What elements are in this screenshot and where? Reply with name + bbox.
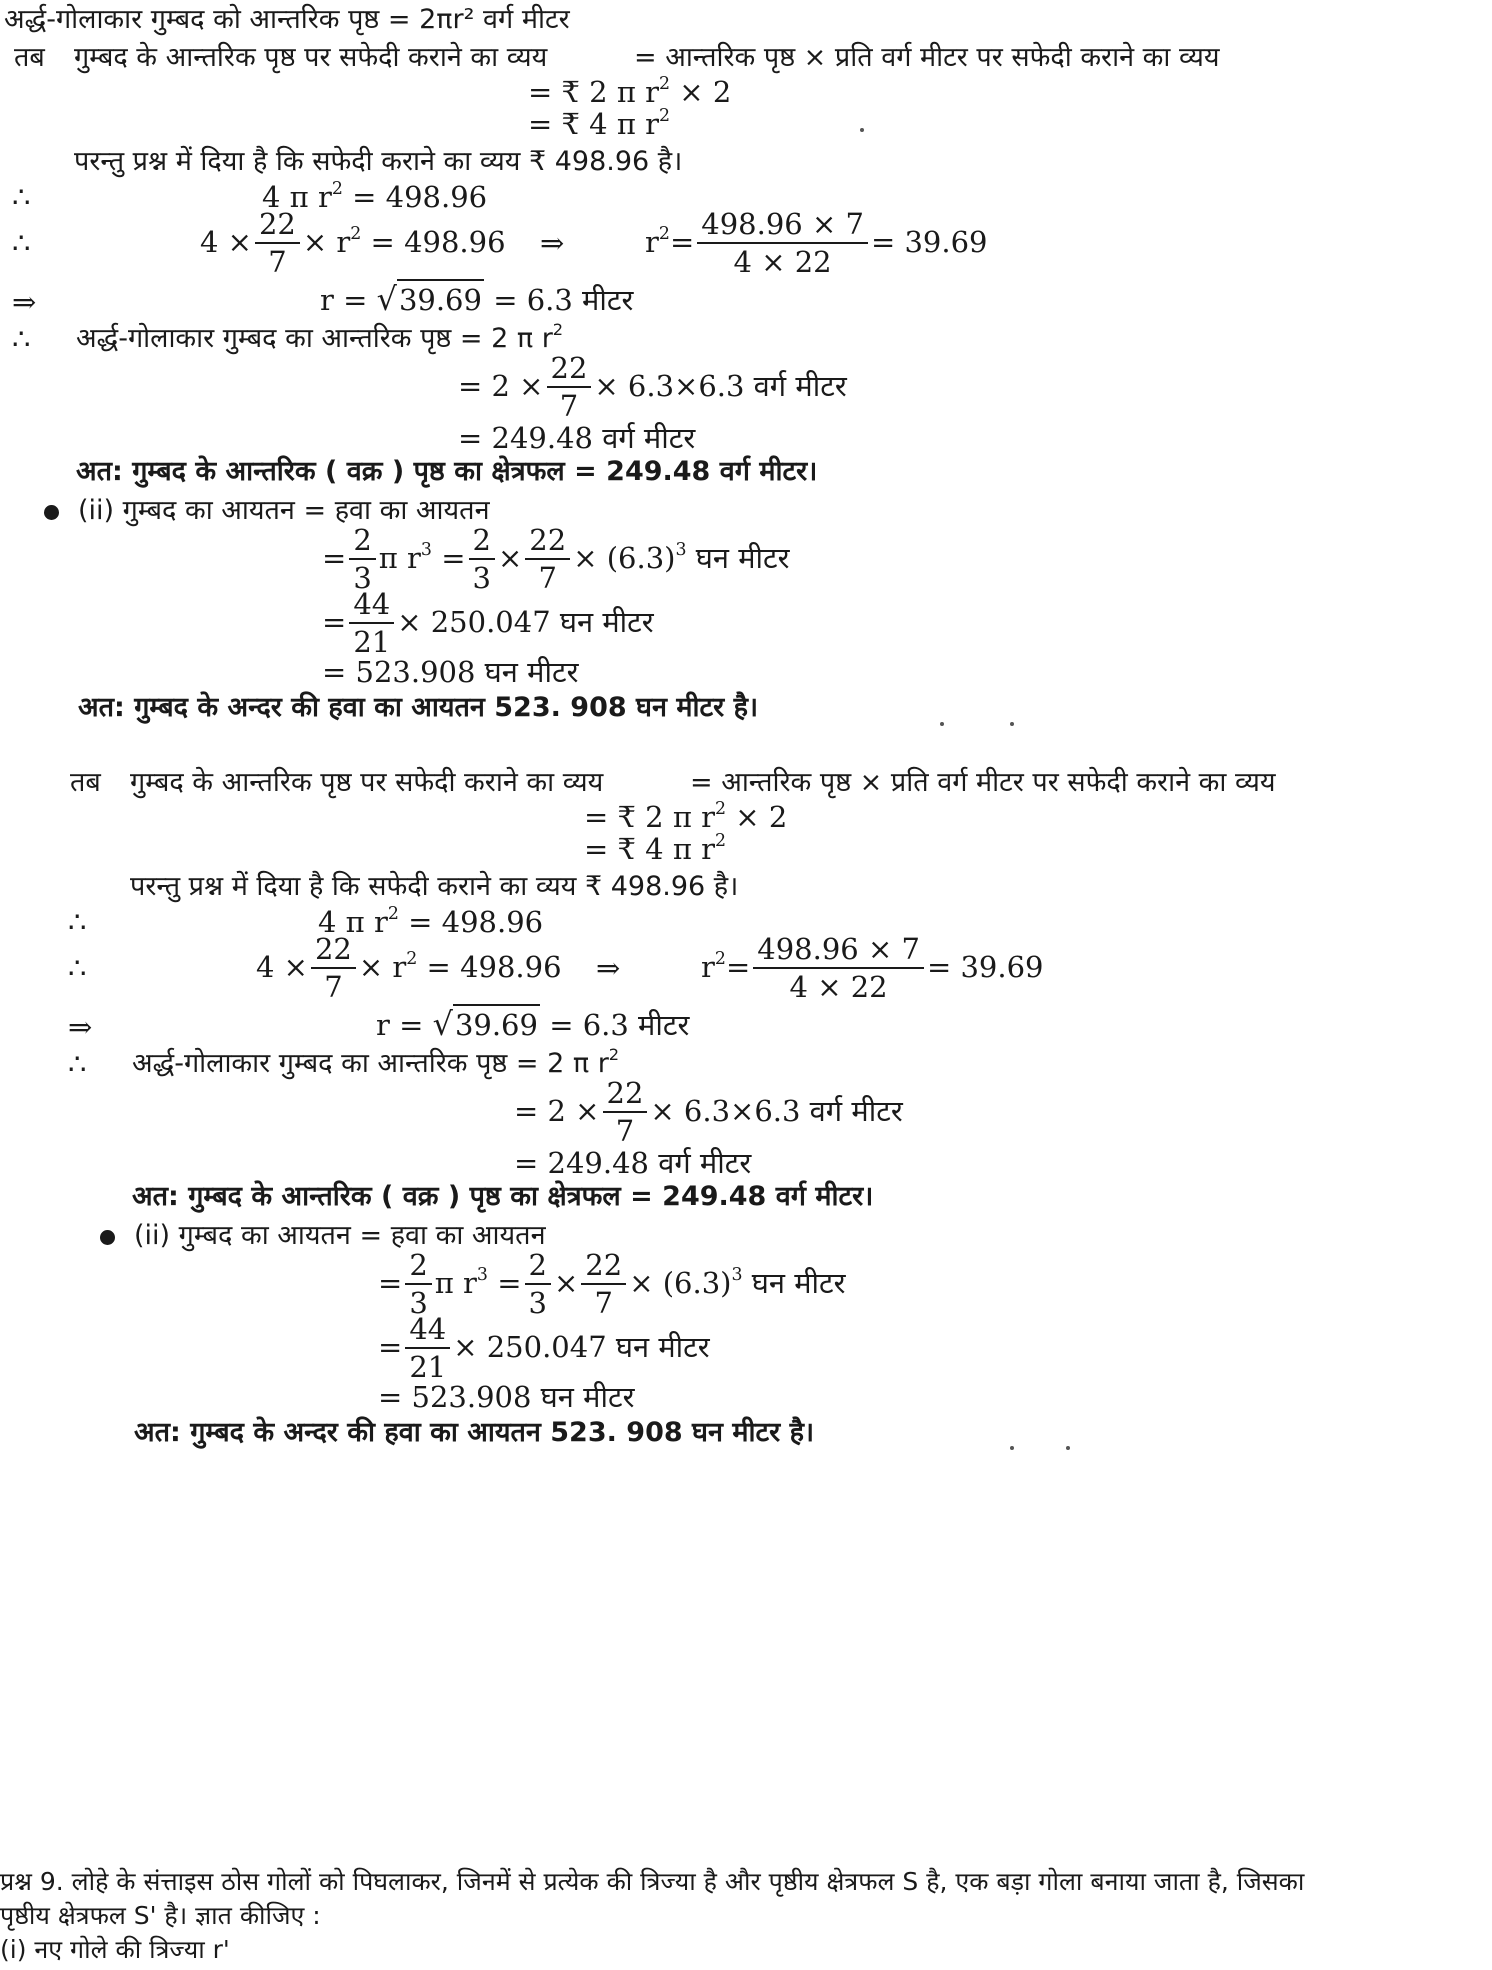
solution-block-1 — [0, 0, 1492, 723]
scan-mark — [1010, 722, 1014, 726]
tab-word: तब — [14, 42, 45, 73]
therefore-symbol: ∴ — [68, 1047, 87, 1081]
question-line-1: प्रश्न 9. लोहे के संत्ताइस ठोस गोलों को पिघलाकर, जिनमें से प्रत्येक की त्रिज्या है और पृष्ठीय क्षेत्रफल S है, एक बड़ा गोला बनाया जाता है, जिसका — [0, 1867, 1305, 1896]
eq-cost-2: = ₹ 4 π $r^2$ — [584, 830, 727, 866]
given-statement: परन्तु प्रश्न में दिया है कि सफेदी कराने का व्यय ₹ 498.96 है। — [130, 871, 739, 902]
eq-b: 4 × $\frac{22}{7}$ × $r^2 = 498.96$ — [256, 932, 562, 1005]
cost-left: गुम्बद के आन्तरिक पृष्ठ पर सफेदी कराने का व्यय — [74, 42, 548, 73]
part-ii: (ii) गुम्बद का आयतन = हवा का आयतन — [78, 495, 490, 526]
surf-1: = 2 × $\frac{22}{7}$ × 6.3×6.3 वर्ग मीटर — [514, 1076, 903, 1149]
implies-symbol: ⇒ — [12, 285, 37, 319]
vol-3: = 523.908 घन मीटर — [322, 655, 579, 689]
cost-left: गुम्बद के आन्तरिक पृष्ठ पर सफेदी कराने का व्यय — [130, 767, 604, 798]
therefore-symbol: ∴ — [68, 905, 87, 939]
therefore-symbol: ∴ — [12, 180, 31, 214]
scan-mark — [940, 722, 944, 726]
eq-cost-1: = ₹ 2 π $r^2 \times 2$ — [584, 798, 788, 834]
scan-mark — [1066, 1446, 1070, 1450]
question-line-2: पृष्ठीय क्षेत्रफल S' है। ज्ञात कीजिए : — [0, 1900, 321, 1930]
vol-2: = $\frac{44}{21}$ × 250.047 घन मीटर — [378, 1312, 710, 1385]
eq-a: 4 π $r^2 = 498.96$ — [262, 178, 488, 214]
surface-label: अर्द्ध-गोलाकार गुम्बद का आन्तरिक पृष्ठ = 2 π $r^2$ — [132, 1044, 620, 1079]
result-surface: अत: गुम्बद के आन्तरिक ( वक्र ) पृष्ठ का क्षेत्रफल = 249.48 वर्ग मीटर। — [132, 1181, 874, 1212]
question-line-3: (i) नए गोले की त्रिज्या r' — [0, 1934, 230, 1964]
question-9 — [0, 1865, 1480, 1966]
scan-mark — [1010, 1446, 1014, 1450]
result-volume: अत: गुम्बद के अन्दर की हवा का आयतन 523. 908 घन मीटर है। — [78, 692, 759, 723]
eq-c: $r^2=$ $\frac{498.96 \times 7}{4 \times 22}$ = 39.69 — [645, 207, 988, 280]
surface-label: अर्द्ध-गोलाकार गुम्बद का आन्तरिक पृष्ठ = 2 π $r^2$ — [76, 319, 564, 354]
eq-b: 4 × $\frac{22}{7}$ × $r^2 = 498.96$ — [200, 207, 506, 280]
cost-right: = आन्तरिक पृष्ठ × प्रति वर्ग मीटर पर सफेदी कराने का व्यय — [634, 42, 1220, 73]
therefore-symbol: ∴ — [12, 322, 31, 356]
eq-c: $r^2=$ $\frac{498.96 \times 7}{4 \times 22}$ = 39.69 — [701, 932, 1044, 1005]
vol-1: = $\frac{2}{3}$ π $r^3$ = $\frac{2}{3}$ × $\frac{22}{7}$ × $(6.3)^3$ घन मीटर — [378, 1248, 846, 1321]
cost-right: = आन्तरिक पृष्ठ × प्रति वर्ग मीटर पर सफेदी कराने का व्यय — [690, 767, 1276, 798]
result-volume: अत: गुम्बद के अन्दर की हवा का आयतन 523. 908 घन मीटर है। — [134, 1417, 815, 1448]
result-surface: अत: गुम्बद के आन्तरिक ( वक्र ) पृष्ठ का क्षेत्रफल = 249.48 वर्ग मीटर। — [76, 456, 818, 487]
vol-2: = $\frac{44}{21}$ × 250.047 घन मीटर — [322, 587, 654, 660]
bullet-icon — [100, 1230, 115, 1245]
vol-3: = 523.908 घन मीटर — [378, 1380, 635, 1414]
tab-word: तब — [70, 767, 101, 798]
eq-d: r = √39.69 = 6.3 मीटर — [320, 280, 634, 318]
eq-cost-1: = ₹ 2 π $r^2 \times 2$ — [528, 73, 732, 109]
eq-cost-2: = ₹ 4 π $r^2$ — [528, 105, 671, 141]
surf-2: = 249.48 वर्ग मीटर — [514, 1146, 752, 1180]
bullet-icon — [44, 505, 59, 520]
part-ii: (ii) गुम्बद का आयतन = हवा का आयतन — [134, 1220, 546, 1251]
surf-1: = 2 × $\frac{22}{7}$ × 6.3×6.3 वर्ग मीटर — [458, 351, 847, 424]
implies-symbol: ⇒ — [540, 226, 565, 260]
surf-2: = 249.48 वर्ग मीटर — [458, 421, 696, 455]
implies-symbol: ⇒ — [68, 1010, 93, 1044]
eq-a: 4 π $r^2 = 498.96$ — [318, 903, 544, 939]
vol-1: = $\frac{2}{3}$ π $r^3$ = $\frac{2}{3}$ × $\frac{22}{7}$ × $(6.3)^3$ घन मीटर — [322, 523, 790, 596]
therefore-symbol: ∴ — [68, 951, 87, 985]
given-statement: परन्तु प्रश्न में दिया है कि सफेदी कराने का व्यय ₹ 498.96 है। — [74, 146, 683, 177]
eq-d: r = √39.69 = 6.3 मीटर — [376, 1005, 690, 1043]
therefore-symbol: ∴ — [12, 226, 31, 260]
solution-block-2 — [56, 725, 1492, 1448]
header-line: अर्द्ध-गोलाकार गुम्बद को आन्तरिक पृष्ठ = 2πr² वर्ग मीटर — [4, 4, 570, 35]
scan-mark — [860, 128, 864, 132]
implies-symbol: ⇒ — [596, 951, 621, 985]
